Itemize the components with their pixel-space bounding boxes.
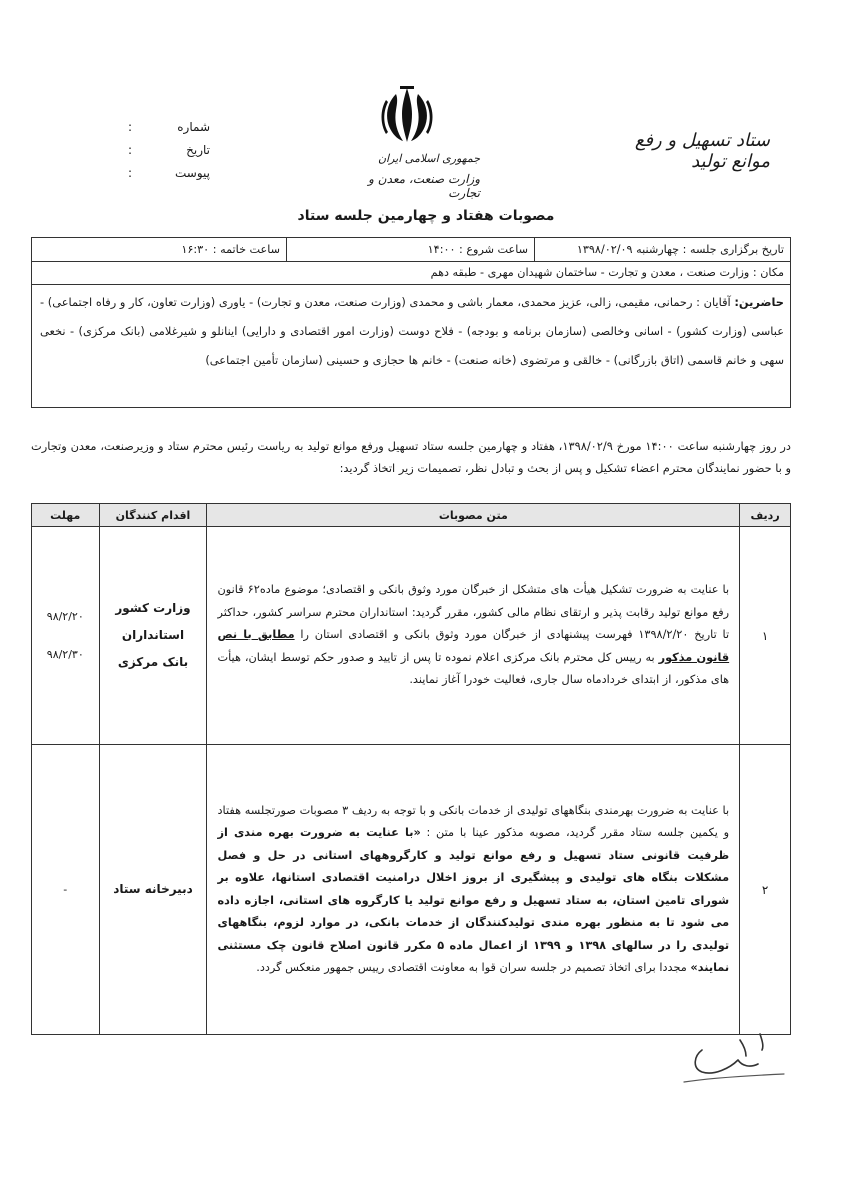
deadline-date: ۹۸/۲/۲۰: [46, 609, 84, 623]
date-colon: :: [128, 143, 133, 157]
resolution-deadline: [32, 527, 100, 745]
ministry-line-1: جمهوری اسلامی ایران: [377, 152, 480, 165]
date-label: تاریخ: [186, 143, 210, 157]
intro-paragraph: در روز چهارشنبه ساعت ۱۴:۰۰ مورخ ۱۳۹۸/۰۲/۹، هفتاد و چهارمین جلسه ستاد تسهیل ورفع موانع تولید به ریاست رئیس محترم ستاد و وزیرصنعت، معدن وتجارت و با حضور نمایندگان محترم اعضاء تشکیل و پس از بحث و تبادل نظر، تصمیمات زیر اتخاذ گردید:: [31, 439, 791, 475]
attendees-text: آقایان : رحمانی، مقیمی، زالی، عزیز محمدی، معمار باشی و محمدی (وزارت صنعت، معدن و تجارت) - یاوری (وزارت تعاون، کار و رفاه اجتماعی) - عباسی (وزارت کشور) - اسانی وخالصی (سازمان برنامه و بودجه) - فلاح دوست (وزارت امور اقتصادی و دارایی) اینانلو و شیرغلامی (بانک مرکزی) - نخعی سهی و خانم قاسمی (اتاق بازرگانی) - خالقی و مرتضوی (خانه صنعت) - خانم ها حجازی و حسینی (سازمان تأمین اجتماعی): [40, 295, 784, 367]
number-colon: :: [128, 120, 133, 134]
actor-name: وزارت کشور: [115, 601, 191, 615]
iran-emblem-icon: [378, 84, 436, 146]
actor-name: دبیرخانه ستاد: [113, 882, 193, 896]
deadline-date: -: [63, 882, 68, 896]
header-row-number: ردیف: [740, 504, 791, 527]
signature-icon: [680, 1020, 790, 1090]
meeting-location: مکان : وزارت صنعت ، معدن و تجارت - ساختمان شهیدان مهری - طبقه دهم: [430, 266, 784, 279]
attendees-label: حاضرین:: [734, 295, 784, 309]
header-actors: اقدام کنندگان: [99, 504, 207, 527]
page-title: مصوبات هفتاد و چهارمین جلسه ستاد: [297, 208, 555, 224]
row-number: ۲: [740, 745, 791, 1035]
header-deadline: مهلت: [32, 504, 100, 527]
ministry-line-2: وزارت صنعت، معدن و تجارت: [368, 172, 480, 200]
meeting-end: ساعت خاتمه : ۱۶:۳۰: [181, 243, 280, 256]
actor-name: استانداران: [121, 628, 185, 642]
table-header-row: [32, 504, 791, 527]
resolution-text-underlined: مطابق با نص قانون مذکور: [217, 628, 730, 664]
meeting-info-box: [31, 237, 791, 408]
attachment-label: پیوست: [175, 166, 210, 180]
table-row: [32, 745, 791, 1035]
resolution-text-bold: «با عنایت به ضرورت بهره مندی از ظرفیت قانونی ستاد تسهیل و رفع موانع تولید و کارگروههای استانی در حل و فصل مشکلات بنگاه های تولیدی و پیشگیری از بروز اخلال درامنیت اقتصادی استانها، علاوه بر شورای تامین استان، به ستاد تسهیل و رفع موانع تولید یا کارگروه های استانی، اجازه داده می شود تا به منظور بهره مندی تولیدکنندگان از خدمات بانکی، در موارد لزوم، بنگاههای تولیدی را در سالهای ۱۳۹۸ و ۱۳۹۹ از اعمال ماده ۵ مکرر قانون اصلاح قانون چک مستثنی نمایند»: [217, 826, 730, 974]
resolution-text: [207, 527, 740, 745]
resolution-text-part: با عنایت به ضرورت تشکیل هیأت های متشکل از خبرگان مورد وثوق بانکی و اقتصادی؛ موضوع ماده۶۲ قانون رفع موانع تولید رقابت پذیر و ارتقای نظام مالی کشور، مقرر گردید: استانداران محترم سراسر کشور، حداکثر تا تاریخ ۱۳۹۸/۲/۲۰ فهرست پیشنهادی از خبرگان مورد وثوق بانکی و اقتصادی استان را: [217, 583, 730, 642]
header-text: متن مصوبات: [207, 504, 740, 527]
resolution-actors: [99, 745, 207, 1035]
resolution-text-part: به رییس کل محترم بانک مرکزی اعلام نموده تا پس از تایید و صدور حکم توسط ایشان، هیأت های مذکور، از ابتدای خردادماه سال جاری، فعالیت خودرا آغاز نمایند.: [217, 650, 730, 687]
meeting-start: ساعت شروع : ۱۴:۰۰: [286, 238, 534, 261]
meeting-time-row: [32, 238, 790, 262]
resolution-text-part: مجددا برای اتخاذ تصمیم در جلسه سران قوا به معاونت اقتصادی رییس جمهور منعکس گردد.: [256, 961, 691, 974]
row-number: ۱: [740, 527, 791, 745]
resolution-deadline: [32, 745, 100, 1035]
attendees: [32, 284, 790, 375]
deadline-date: ۹۸/۲/۳۰: [46, 647, 84, 661]
attachment-colon: :: [128, 166, 133, 180]
resolution-text: [207, 745, 740, 1035]
table-row: [32, 527, 791, 745]
resolutions-table: [31, 503, 791, 1035]
number-label: شماره: [177, 120, 210, 134]
actor-name: بانک مرکزی: [117, 655, 189, 669]
resolution-text-part: با عنایت به ضرورت بهرمندی بنگاههای تولیدی از خدمات بانکی و با توجه به ردیف ۳ مصوبات صورتجلسه هفتاد و یکمین جلسه ستاد مقرر گردید، مصوبه مذکور عینا با متن :: [217, 803, 730, 839]
meeting-location-row: [32, 261, 790, 285]
hq-name: ستاد تسهیل و رفع موانع تولید: [634, 130, 770, 172]
resolution-actors: [99, 527, 207, 745]
meeting-date: تاریخ برگزاری جلسه : چهارشنبه ۱۳۹۸/۰۲/۰۹: [534, 238, 790, 261]
